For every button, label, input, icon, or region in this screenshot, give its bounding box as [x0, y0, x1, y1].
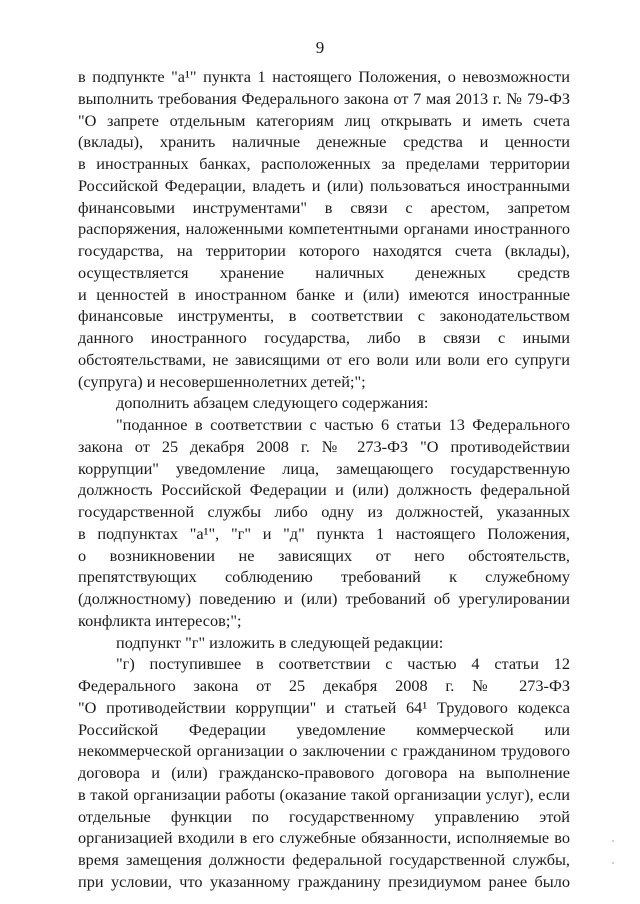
paragraph-line: "г) поступившее в соответствии с частью 4 статьи 12 [116, 654, 570, 674]
text-line: о возникновении не зависящих от него обстоятельств, [78, 545, 570, 565]
paragraph-line: "поданное в соответствии с частью 6 статьи 13 Федерального [116, 415, 570, 434]
page-number: 9 [315, 38, 325, 57]
text-line: Федерального закона от 25 декабря 2008 г. № 273-ФЗ [78, 676, 570, 695]
text-line: коррупции" уведомление лица, замещающего государственную [78, 458, 570, 478]
text-line: государственной службы либо одну из должностей, указанных [78, 502, 570, 521]
scan-speck [612, 862, 614, 864]
text-line: препятствующих соблюдению требований к служебному [78, 567, 570, 587]
text-line: некоммерческой организации о заключении с гражданином трудового [78, 741, 570, 761]
text-line: "О противодействии коррупции" и статьей 64¹ Трудового кодекса [78, 697, 570, 717]
text-line: в подпунктах "а¹", "г" и "д" пункта 1 настоящего Положения, [78, 523, 570, 543]
text-line: отдельные функции по государственному управлению этой [78, 806, 570, 826]
text-line: осуществляется хранение наличных денежных средств [78, 262, 570, 282]
text-line: распоряжения, наложенными компетентными органами иностранного [78, 219, 570, 239]
text-line: обстоятельствами, не зависящими от его воли или воли его супруги [78, 349, 570, 369]
text-line: конфликта интересов;"; [78, 610, 242, 630]
text-line: (вклады), хранить наличные денежные средства и ценности [78, 132, 570, 152]
text-line: договора и (или) гражданско-правового договора на выполнение [78, 763, 570, 782]
text-line: (супруга) и несовершеннолетних детей;"; [78, 371, 366, 391]
text-line: финансовые инструменты, в соответствии с законодательством [78, 306, 570, 326]
text-line: должность Российской Федерации и (или) должность федеральной [78, 480, 570, 500]
body-text [78, 66, 570, 893]
scan-speck [612, 840, 614, 842]
paragraph-line: дополнить абзацем следующего содержания: [116, 393, 429, 413]
text-line: выполнить требования Федерального закона от 7 мая 2013 г. № 79-ФЗ [78, 88, 570, 108]
paragraph-line: подпункт "г" изложить в следующей редакции: [116, 632, 444, 652]
text-line: в такой организации работы (оказание такой организации услуг), если [78, 784, 570, 804]
text-line: данного иностранного государства, либо в связи с иными [78, 328, 570, 347]
text-line: и ценностей в иностранном банке и (или) имеются иностранные [78, 284, 570, 304]
text-line: время замещения должности федеральной государственной службы, [78, 850, 570, 869]
text-line: в иностранных банках, расположенных за пределами территории [78, 154, 570, 173]
text-line: (должностному) поведению и (или) требований об урегулировании [78, 589, 570, 608]
text-line: Российской Федерации уведомление коммерческой или [78, 719, 570, 739]
text-line: закона от 25 декабря 2008 г. № 273-ФЗ "О противодействии [78, 436, 570, 456]
text-line: государства, на территории которого находятся счета (вклады), [78, 241, 570, 260]
text-line: при условии, что указанному гражданину президиумом ранее было [78, 871, 570, 891]
text-line: в подпункте "а¹" пункта 1 настоящего Положения, о невозможности [78, 67, 570, 86]
text-line: финансовыми инструментами" в связи с арестом, запретом [78, 197, 570, 217]
text-line: организацией входили в его служебные обязанности, исполняемые во [78, 828, 570, 848]
text-line: "О запрете отдельным категориям лиц открывать и иметь счета [78, 110, 570, 130]
text-line: Российской Федерации, владеть и (или) пользоваться иностранными [78, 175, 570, 195]
